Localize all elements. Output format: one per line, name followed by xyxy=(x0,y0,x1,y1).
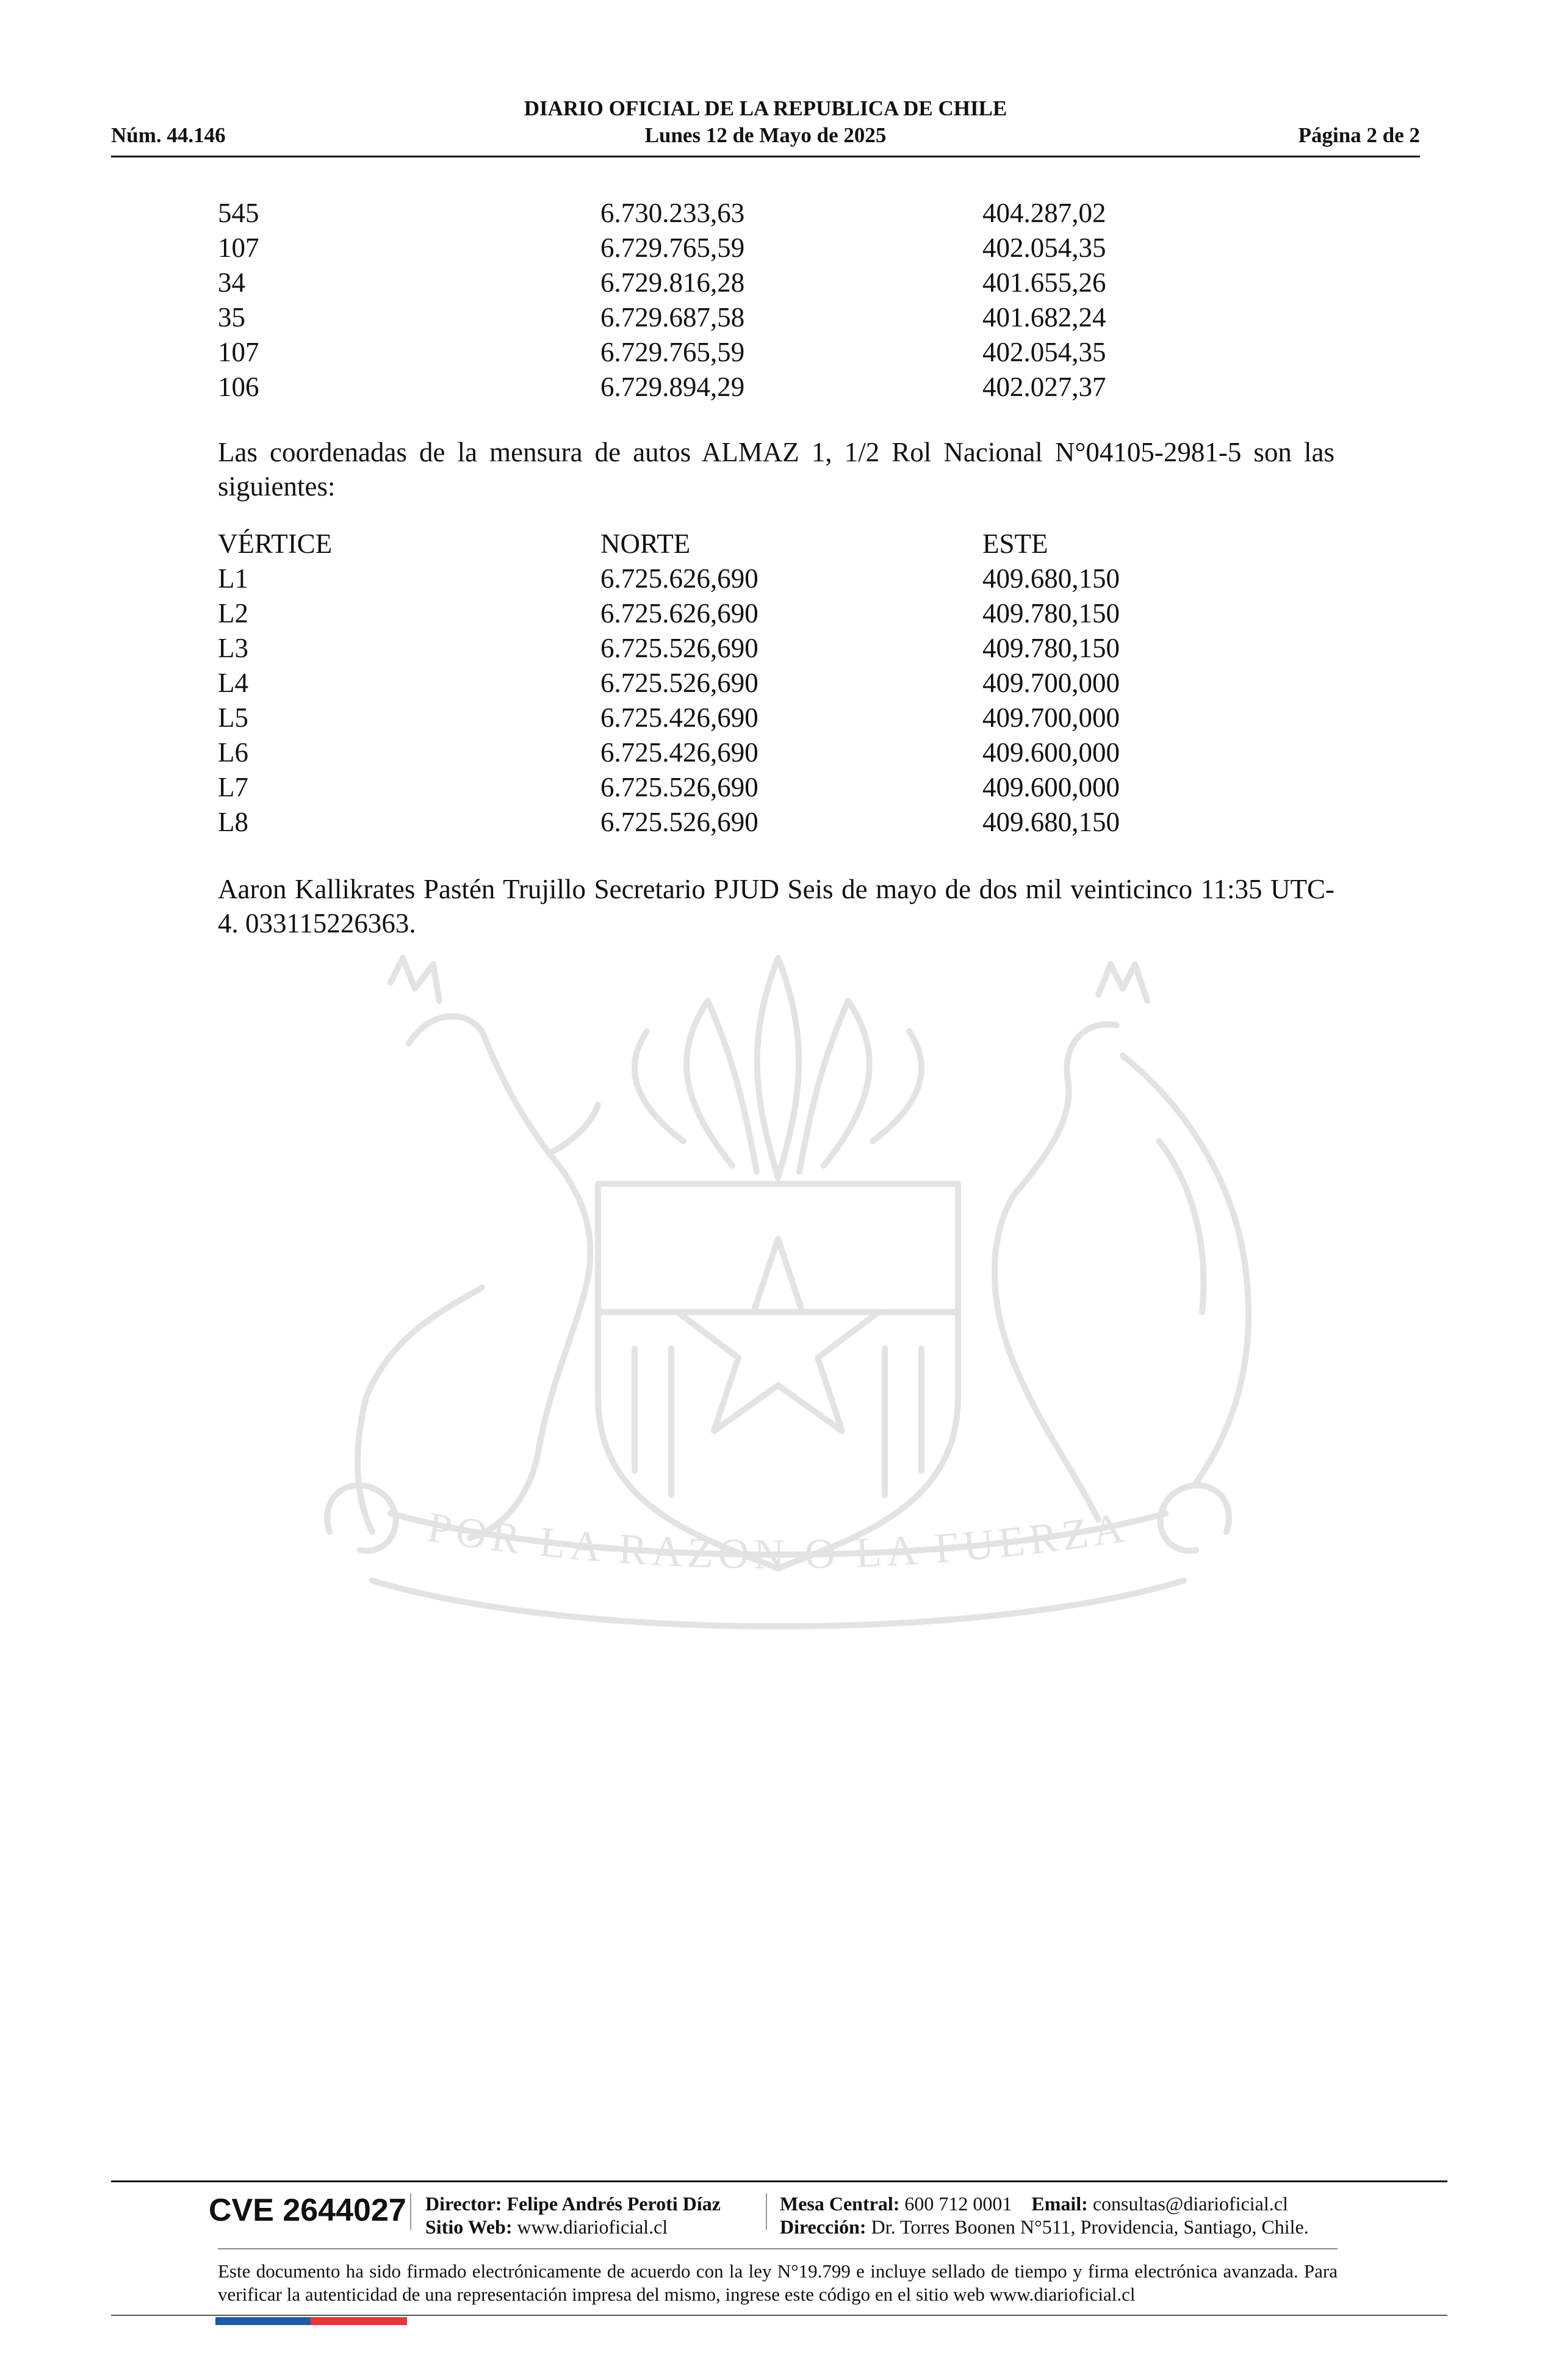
vertex-cell: 545 xyxy=(218,198,259,228)
direccion-value: Dr. Torres Boonen N°511, Providencia, Santiago, Chile. xyxy=(871,2216,1309,2238)
issue-date: Lunes 12 de Mayo de 2025 xyxy=(644,123,887,147)
table-row xyxy=(218,701,1120,735)
norte-cell: 6.729.894,29 xyxy=(600,372,745,402)
este-cell: 401.655,26 xyxy=(982,267,1106,298)
vertex-cell: L1 xyxy=(218,563,248,594)
vertex-cell: L2 xyxy=(218,598,248,629)
vertex-cell: L3 xyxy=(218,633,248,663)
norte-cell: 6.725.426,690 xyxy=(600,737,758,768)
este-cell: 404.287,02 xyxy=(982,198,1106,228)
este-cell: 409.600,000 xyxy=(982,772,1120,802)
este-cell: 409.780,150 xyxy=(982,633,1120,663)
table-row xyxy=(218,805,1120,840)
footer-contact-block xyxy=(780,2192,1309,2238)
table-row xyxy=(218,196,1106,231)
flag-stripe-blue xyxy=(215,2317,311,2325)
page-header xyxy=(111,96,1420,157)
vertex-cell: L6 xyxy=(218,737,248,768)
chile-coat-of-arms-icon xyxy=(207,921,1349,1672)
norte-cell: 6.725.626,690 xyxy=(600,598,758,629)
mesa-phone: 600 712 0001 xyxy=(904,2193,1012,2215)
bottom-divider xyxy=(111,2315,1447,2316)
table-row xyxy=(218,735,1120,770)
este-cell: 402.054,35 xyxy=(982,337,1106,367)
este-cell: 409.600,000 xyxy=(982,737,1120,768)
vertex-cell: 35 xyxy=(218,302,245,333)
norte-cell: 6.725.426,690 xyxy=(600,702,758,733)
table-row xyxy=(218,631,1120,666)
este-cell: 402.027,37 xyxy=(982,372,1106,402)
table-row xyxy=(218,265,1106,300)
column-header-norte: NORTE xyxy=(600,528,691,559)
table-row xyxy=(218,770,1120,805)
coordinates-intro-paragraph: Las coordenadas de la mensura de autos ALMAZ 1, 1/2 Rol Nacional N°04105-2981-5 son las siguientes: xyxy=(218,437,1334,502)
cve-code: CVE 2644027 xyxy=(209,2193,406,2228)
director-label: Director: xyxy=(425,2193,502,2215)
table-header-row xyxy=(218,527,1072,561)
direccion-label: Dirección: xyxy=(780,2216,866,2238)
norte-cell: 6.725.526,690 xyxy=(600,772,758,802)
vertex-cell: 107 xyxy=(218,233,259,263)
footer-inner-divider xyxy=(218,2248,1338,2249)
director-name: Felipe Andrés Peroti Díaz xyxy=(506,2193,721,2215)
legal-notice: Este documento ha sido firmado electrónicamente de acuerdo con la ley N°19.799 e incluye sellado de tiempo y firma electrónica avanzada. Para verificar la autenticidad de una representación impresa del mismo, ingrese este código en el sitio web www.diarioficial.cl xyxy=(218,2260,1338,2305)
coordinates-table-continued xyxy=(218,196,1106,405)
este-cell: 409.680,150 xyxy=(982,807,1120,837)
table-row xyxy=(218,666,1120,701)
este-cell: 409.700,000 xyxy=(982,702,1120,733)
mesa-label: Mesa Central: xyxy=(780,2193,900,2215)
norte-cell: 6.725.626,690 xyxy=(600,563,758,594)
column-header-este: ESTE xyxy=(982,528,1048,559)
este-cell: 409.780,150 xyxy=(982,598,1120,629)
table-row xyxy=(218,300,1106,335)
table-row xyxy=(218,335,1106,370)
norte-cell: 6.729.765,59 xyxy=(600,337,745,367)
norte-cell: 6.729.687,58 xyxy=(600,302,745,333)
publication-title: DIARIO OFICIAL DE LA REPUBLICA DE CHILE xyxy=(524,96,1007,120)
column-header-vertice: VÉRTICE xyxy=(218,528,333,559)
table-row xyxy=(218,231,1106,265)
table-row xyxy=(218,561,1120,596)
vertex-cell: 107 xyxy=(218,337,259,367)
svg-text:POR LA RAZON O LA FUERZA: POR LA RAZON O LA FUERZA xyxy=(424,1504,1132,1579)
norte-cell: 6.725.526,690 xyxy=(600,668,758,698)
norte-cell: 6.729.765,59 xyxy=(600,233,745,263)
footer-separator xyxy=(766,2193,767,2230)
email-label: Email: xyxy=(1031,2193,1088,2215)
signature-paragraph: Aaron Kallikrates Pastén Trujillo Secretario PJUD Seis de mayo de dos mil veinticinco 11:35 UTC-4. 033115226363. xyxy=(218,874,1334,939)
este-cell: 409.700,000 xyxy=(982,668,1120,698)
email-link[interactable]: consultas@diarioficial.cl xyxy=(1092,2193,1288,2215)
vertex-cell: L4 xyxy=(218,668,248,698)
este-cell: 401.682,24 xyxy=(982,302,1106,333)
table-row xyxy=(218,596,1120,631)
este-cell: 402.054,35 xyxy=(982,233,1106,263)
web-label: Sitio Web: xyxy=(425,2216,513,2238)
vertex-cell: L7 xyxy=(218,772,248,802)
norte-cell: 6.729.816,28 xyxy=(600,267,745,298)
footer-divider xyxy=(111,2180,1447,2182)
vertex-cell: 34 xyxy=(218,267,245,298)
vertex-cell: L5 xyxy=(218,702,248,733)
footer-separator xyxy=(410,2193,411,2230)
vertex-cell: 106 xyxy=(218,372,259,402)
page-number: Página 2 de 2 xyxy=(1298,123,1420,147)
table-row xyxy=(218,370,1106,405)
issue-number: Núm. 44.146 xyxy=(111,123,226,147)
header-divider xyxy=(111,156,1420,157)
norte-cell: 6.730.233,63 xyxy=(600,198,745,228)
coordinates-table xyxy=(218,527,1120,840)
footer-director-block xyxy=(425,2192,721,2238)
web-link[interactable]: www.diarioficial.cl xyxy=(517,2216,668,2238)
vertex-cell: L8 xyxy=(218,807,248,837)
flag-stripe-red xyxy=(311,2317,407,2325)
norte-cell: 6.725.526,690 xyxy=(600,633,758,663)
este-cell: 409.680,150 xyxy=(982,563,1120,594)
norte-cell: 6.725.526,690 xyxy=(600,807,758,837)
